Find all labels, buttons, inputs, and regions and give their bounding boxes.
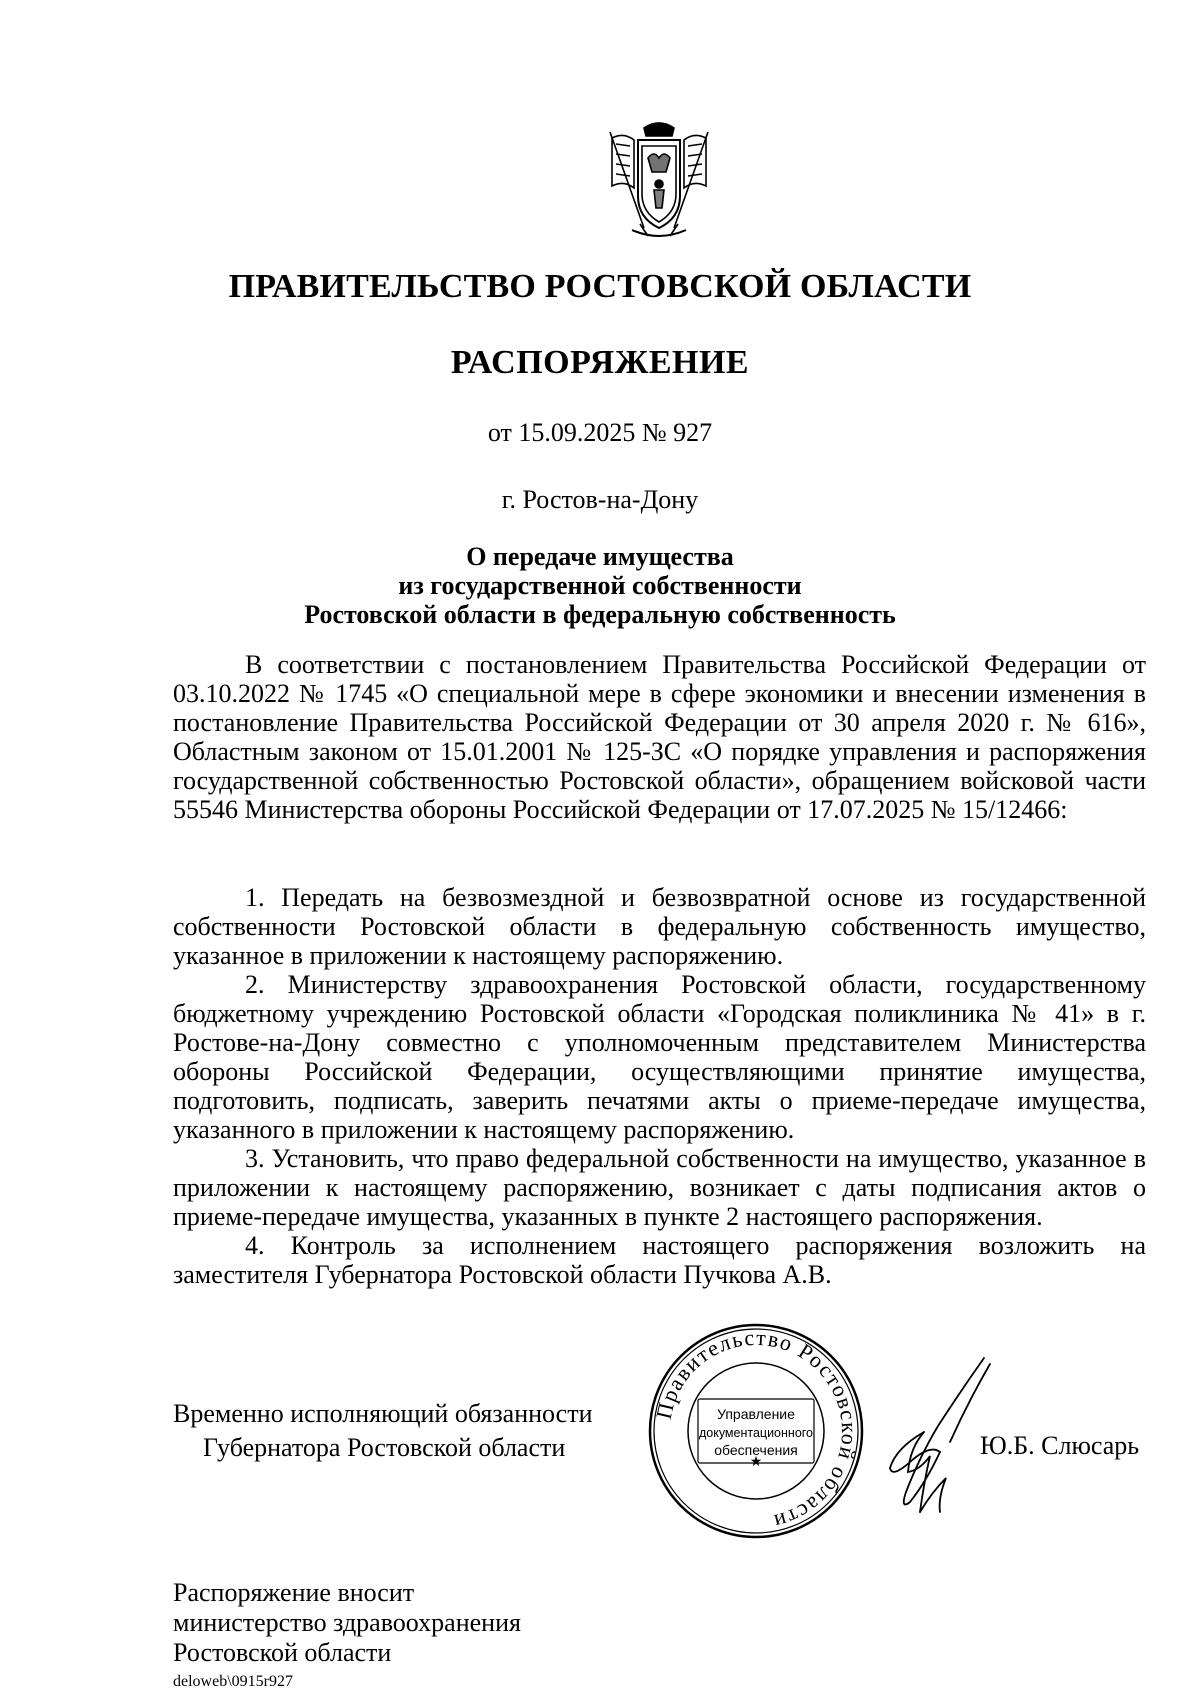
- stamp-center-line: обеспечения: [714, 1442, 798, 1458]
- subject-line: О передаче имущества: [466, 542, 734, 571]
- introducer-line: Ростовской области: [173, 1638, 392, 1667]
- position-line: Временно исполняющий обязанности: [173, 1399, 593, 1428]
- stamp-center-line: Управление: [717, 1406, 795, 1422]
- signatory-name: Ю.Б. Слюсарь: [980, 1431, 1140, 1460]
- rostov-region-coat-of-arms-icon: [604, 118, 714, 242]
- official-round-stamp-icon: [646, 1321, 866, 1541]
- order-item: 3. Установить, что право федеральной собственности на имущество, указанное в приложении к настоящему распоряжению, возникает с даты подписания актов о приеме-передаче имущества, указанных в пункте 2 настоящего распоряжения.: [173, 1144, 1146, 1231]
- stamp-ring-text: Правительство Ростовской области: [650, 1324, 863, 1536]
- stamp-center-line: документационного: [698, 1426, 814, 1440]
- order-items: [173, 883, 1146, 1289]
- subject-line: из государственной собственности: [398, 571, 802, 600]
- preamble-paragraph: В соответствии с постановлением Правительства Российской Федерации от 03.10.2022 № 1745 «О специальной мере в сфере экономики и внесении изменения в постановление Правительства Российской Федерации от 30 апреля 2020 г. № 616», Областным законом от 15.01.2001 № 125-ЗС «О порядке управления и распоряжения государственной собственностью Ростовской области», обращением войсковой части 55546 Министерства обороны Российской Федерации от 17.07.2025 № 15/12466:: [173, 650, 1146, 824]
- position-line: Губернатора Ростовской области: [203, 1433, 566, 1462]
- preamble: [173, 650, 1146, 824]
- introducer-line: министерство здравоохранения: [173, 1608, 521, 1637]
- document-city: г. Ростов-на-Дону: [501, 485, 699, 514]
- introducer-line: Распоряжение вносит: [173, 1578, 415, 1607]
- order-item: 2. Министерству здравоохранения Ростовской области, государственному бюджетному учреждению Ростовской области «Городская поликлиника № 41» в г. Ростове-на-Дону совместно с уполномоченным представителем Министерства обороны Российской Федерации, осуществляющими принятие имущества, подготовить, подписать, заверить печатями акты о приеме-передаче имущества, указанного в приложении к настоящему распоряжению.: [173, 970, 1146, 1144]
- order-item: 4. Контроль за исполнением настоящего распоряжения возложить на заместителя Губернатора Ростовской области Пучкова А.В.: [173, 1231, 1146, 1289]
- signatory-position: [173, 1397, 593, 1465]
- government-title: ПРАВИТЕЛЬСТВО РОСТОВСКОЙ ОБЛАСТИ: [228, 268, 972, 305]
- file-code: deloweb\0915r927: [173, 1673, 293, 1690]
- subject-line: Ростовской области в федеральную собственность: [304, 600, 896, 629]
- document-subject: [0, 542, 1200, 629]
- document-date-number: от 15.09.2025 № 927: [487, 418, 713, 447]
- introducer-block: [173, 1578, 521, 1668]
- document-type: РАСПОРЯЖЕНИЕ: [450, 344, 750, 381]
- stamp-star: ★: [749, 1455, 763, 1470]
- order-item: 1. Передать на безвозмездной и безвозвратной основе из государственной собственности Ростовской области в федеральную собственность имущество, указанное в приложении к настоящему распоряжению.: [173, 883, 1146, 970]
